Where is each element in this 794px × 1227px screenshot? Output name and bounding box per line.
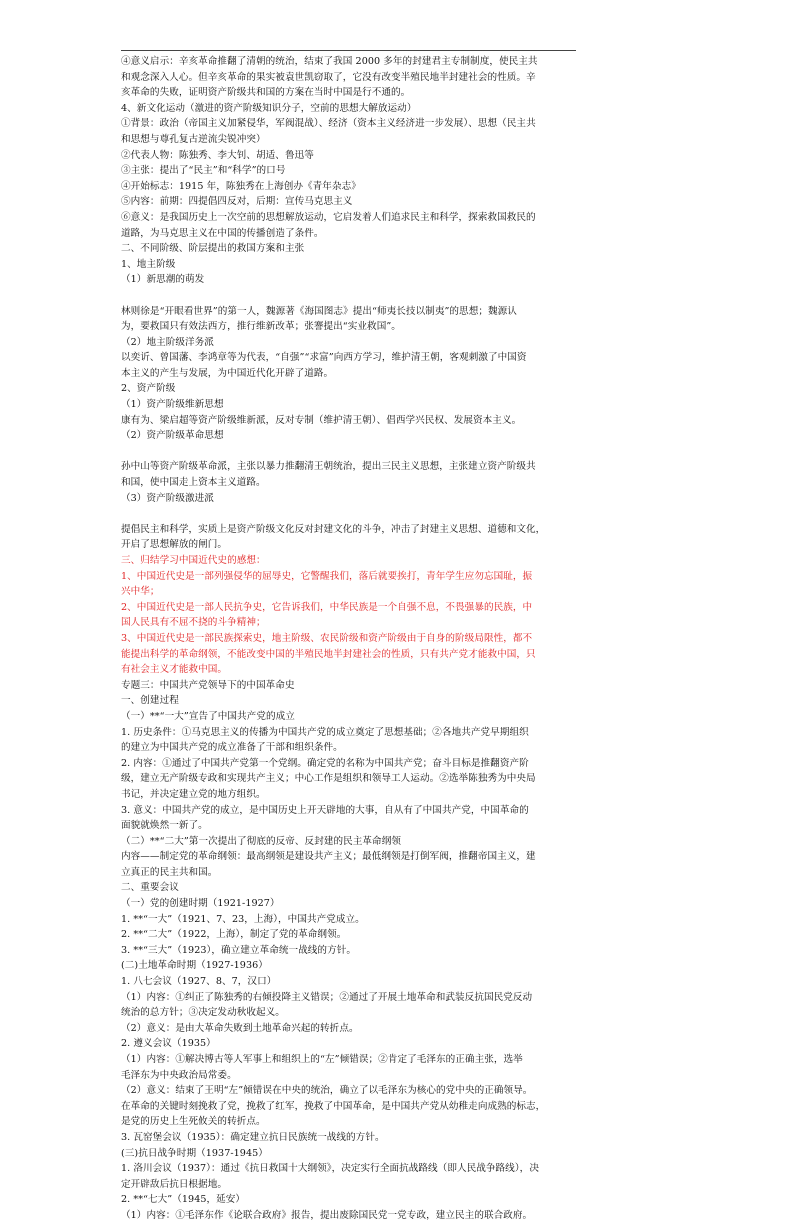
text-line: 道路，为马克思主义在中国的传播创造了条件。: [121, 227, 324, 239]
text-line: （2）资产阶级革命思想: [121, 430, 224, 442]
text-line: 二、重要会议: [121, 882, 179, 894]
text-line: 在革命的关键时刻挽救了党，挽救了红军，挽救了中国革命，是中国共产党从幼稚走向成熟的标志，: [121, 1100, 546, 1112]
text-line: 1. 洛川会议（1937）：通过《抗日救国十大纲领》，决定实行全面抗战路线（即人民战争路线），决: [121, 1163, 539, 1175]
text-line: （1）新思潮的萌发: [121, 274, 205, 286]
text-line: 一、创建过程: [121, 695, 179, 707]
text-line: 3. 意义：中国共产党的成立，是中国历史上开天辟地的大事，自从有了中国共产党，中国革命的: [121, 804, 529, 816]
text-line: 2. **“七大”（1945，延安）: [121, 1194, 246, 1206]
text-line: 兴中华；: [121, 586, 160, 598]
text-line: 二、不同阶级、阶层提出的救国方案和主张: [121, 243, 305, 255]
text-line: 的建立为中国共产党的成立准备了干部和组织条件。: [121, 742, 343, 754]
text-line: 林则徐是“开眼看世界”的第一人，魏源著《海国图志》提出“师夷长技以制夷”的思想；魏源认: [121, 305, 517, 317]
text-line: ⑥意义：是我国历史上一次空前的思想解放运动，它启发着人们追求民主和科学，探索救国救民的: [121, 211, 536, 223]
text-line: ③主张：提出了“民主”和“科学”的口号: [121, 165, 286, 177]
text-line: （一）党的创建时期（1921-1927）: [121, 898, 280, 910]
text-line: 毛泽东为中央政治局常委。: [121, 1069, 237, 1081]
text-line: 1. 八七会议（1927、8、7，汉口）: [121, 976, 277, 988]
text-line: 1. **“一大”（1921、7、23，上海），中国共产党成立。: [121, 913, 365, 925]
header-rule: [121, 50, 576, 51]
text-line: 书记，并决定建立党的地方组织。: [121, 788, 266, 800]
text-line: （二）**“二大”第一次提出了彻底的反帝、反封建的民主革命纲领: [121, 835, 401, 847]
text-line: 专题三：中国共产党领导下的中国革命史: [121, 679, 295, 691]
text-line: 3. 瓦窑堡会议（1935）：确定建立抗日民族统一战线的方针。: [121, 1131, 385, 1143]
text-line: 2、资产阶级: [121, 383, 176, 395]
text-line: 和观念深入人心。但辛亥革命的果实被袁世凯窃取了，它没有改变半殖民地半封建社会的性质。辛: [121, 71, 536, 83]
text-line: 1、中国近代史是一部列强侵华的屈辱史，它警醒我们，落后就要挨打，青年学生应勿忘国耻，振: [121, 570, 533, 582]
text-line: 国人民具有不屈不挠的斗争精神；: [121, 617, 266, 629]
text-line: ④意义启示：辛亥革命推翻了清朝的统治，结束了我国 2000 多年的封建君主专制制度，使民主共: [121, 56, 538, 67]
text-line: ①背景：政治（帝国主义加紧侵华，军阀混战）、经济（资本主义经济进一步发展）、思想（民主共: [121, 118, 536, 130]
text-line: ②代表人物：陈独秀、李大钊、胡适、鲁迅等: [121, 149, 314, 161]
text-line: （1）资产阶级维新思想: [121, 399, 224, 411]
text-line: 统治的总方针；③决定发动秋收起义。: [121, 1007, 285, 1019]
text-line: 为，要救国只有效法西方，推行维新改革；张謇提出“实业救国”。: [121, 321, 401, 333]
text-line: (三)抗日战争时期（1937-1945）: [121, 1147, 268, 1159]
text-line: 定开辟敌后抗日根据地。: [121, 1178, 228, 1190]
text-line: （2）地主阶级洋务派: [121, 336, 214, 348]
text-line: (二)土地革命时期（1927-1936）: [121, 960, 268, 972]
text-line: 三、归结学习中国近代史的感想：: [121, 555, 266, 566]
blank-line: [121, 506, 577, 522]
text-line: 4、新文化运动（激进的资产阶级知识分子，空前的思想大解放运动）: [121, 102, 417, 114]
text-line: （1）内容：①毛泽东作《论联合政府》报告，提出废除国民党一党专政，建立民主的联合政府。: [121, 1209, 533, 1221]
text-line: 1、地主阶级: [121, 258, 176, 270]
text-line: ④开始标志：1915 年，陈独秀在上海创办《青年杂志》: [121, 180, 361, 192]
text-line: 2、中国近代史是一部人民抗争史，它告诉我们，中华民族是一个自强不息，不畏强暴的民族，中: [121, 601, 533, 613]
text-line: 1. 历史条件：①马克思主义的传播为中国共产党的成立奠定了思想基础；②各地共产党早期组织: [121, 726, 529, 738]
text-line: 有社会主义才能救中国。: [121, 664, 228, 676]
text-line: 2. 遵义会议（1935）: [121, 1038, 216, 1050]
text-line: （一）**“一大”宣告了中国共产党的成立: [121, 710, 295, 722]
text-line: 3. **“三大”（1923），确立建立革命统一战线的方针。: [121, 944, 357, 956]
blank-line: [121, 288, 577, 304]
text-line: （2）意义：是由大革命失败到土地革命兴起的转折点。: [121, 1022, 359, 1034]
text-line: 内容——制定党的革命纲领：最高纲领是建设共产主义；最低纲领是打倒军阀，推翻帝国主义，建: [121, 851, 536, 863]
text-line: 2. 内容：①通过了中国共产党第一个党纲。确定党的名称为中国共产党；奋斗目标是推翻资产阶: [121, 757, 529, 769]
text-line: 和国，使中国走上资本主义道路。: [121, 477, 266, 489]
text-line: ⑤内容：前期：四提倡四反对，后期：宣传马克思主义: [121, 196, 353, 208]
text-line: （3）资产阶级激进派: [121, 492, 214, 504]
text-line: 康有为、梁启超等资产阶级维新派，反对专制（维护清王朝）、倡西学兴民权、发展资本主义。: [121, 414, 522, 426]
document-body: [121, 54, 577, 1224]
text-line: （2）意义：结束了王明“左”倾错误在中央的统治，确立了以毛泽东为核心的党中央的正确领导。: [121, 1085, 533, 1097]
text-line: 和思想与尊孔复古逆流尖锐冲突）: [121, 133, 266, 145]
text-line: （1）内容：①解决博古等人军事上和组织上的“左”倾错误；②肯定了毛泽东的正确主张，选举: [121, 1054, 523, 1065]
text-line: 3、中国近代史是一部民族探索史，地主阶级、农民阶级和资产阶级由于自身的阶级局限性，都不: [121, 632, 533, 644]
text-line: 孙中山等资产阶级革命派，主张以暴力推翻清王朝统治，提出三民主义思想，主张建立资产阶级共: [121, 461, 536, 473]
text-line: 提倡民主和科学，实质上是资产阶级文化反对封建文化的斗争，冲击了封建主义思想、道德和文化，: [121, 523, 546, 535]
text-line: 级，建立无产阶级专政和实现共产主义；中心工作是组织和领导工人运动。②选举陈独秀为中央局: [121, 773, 536, 785]
text-line: 以奕䜣、曾国藩、李鸿章等为代表，“自强”“求富”向西方学习，维护清王朝，客观刺激了中国资: [121, 352, 527, 364]
text-line: （1）内容：①纠正了陈独秀的右倾投降主义错误；②通过了开展土地革命和武装反抗国民党反动: [121, 991, 533, 1003]
text-line: 本主义的产生与发展，为中国近代化开辟了道路。: [121, 367, 334, 379]
blank-line: [121, 444, 577, 460]
text-line: 能提出科学的革命纲领，不能改变中国的半殖民地半封建社会的性质，只有共产党才能救中国，只: [121, 648, 536, 660]
text-line: 开启了思想解放的闸门。: [121, 539, 228, 551]
text-line: 亥革命的失败，证明资产阶级共和国的方案在当时中国是行不通的。: [121, 87, 411, 99]
text-line: 立真正的民主共和国。: [121, 866, 218, 878]
text-line: 面貌就焕然一新了。: [121, 820, 208, 832]
text-line: 2. **“二大”（1922，上海），制定了党的革命纲领。: [121, 929, 347, 941]
text-line: 是党的历史上生死攸关的转折点。: [121, 1116, 266, 1128]
